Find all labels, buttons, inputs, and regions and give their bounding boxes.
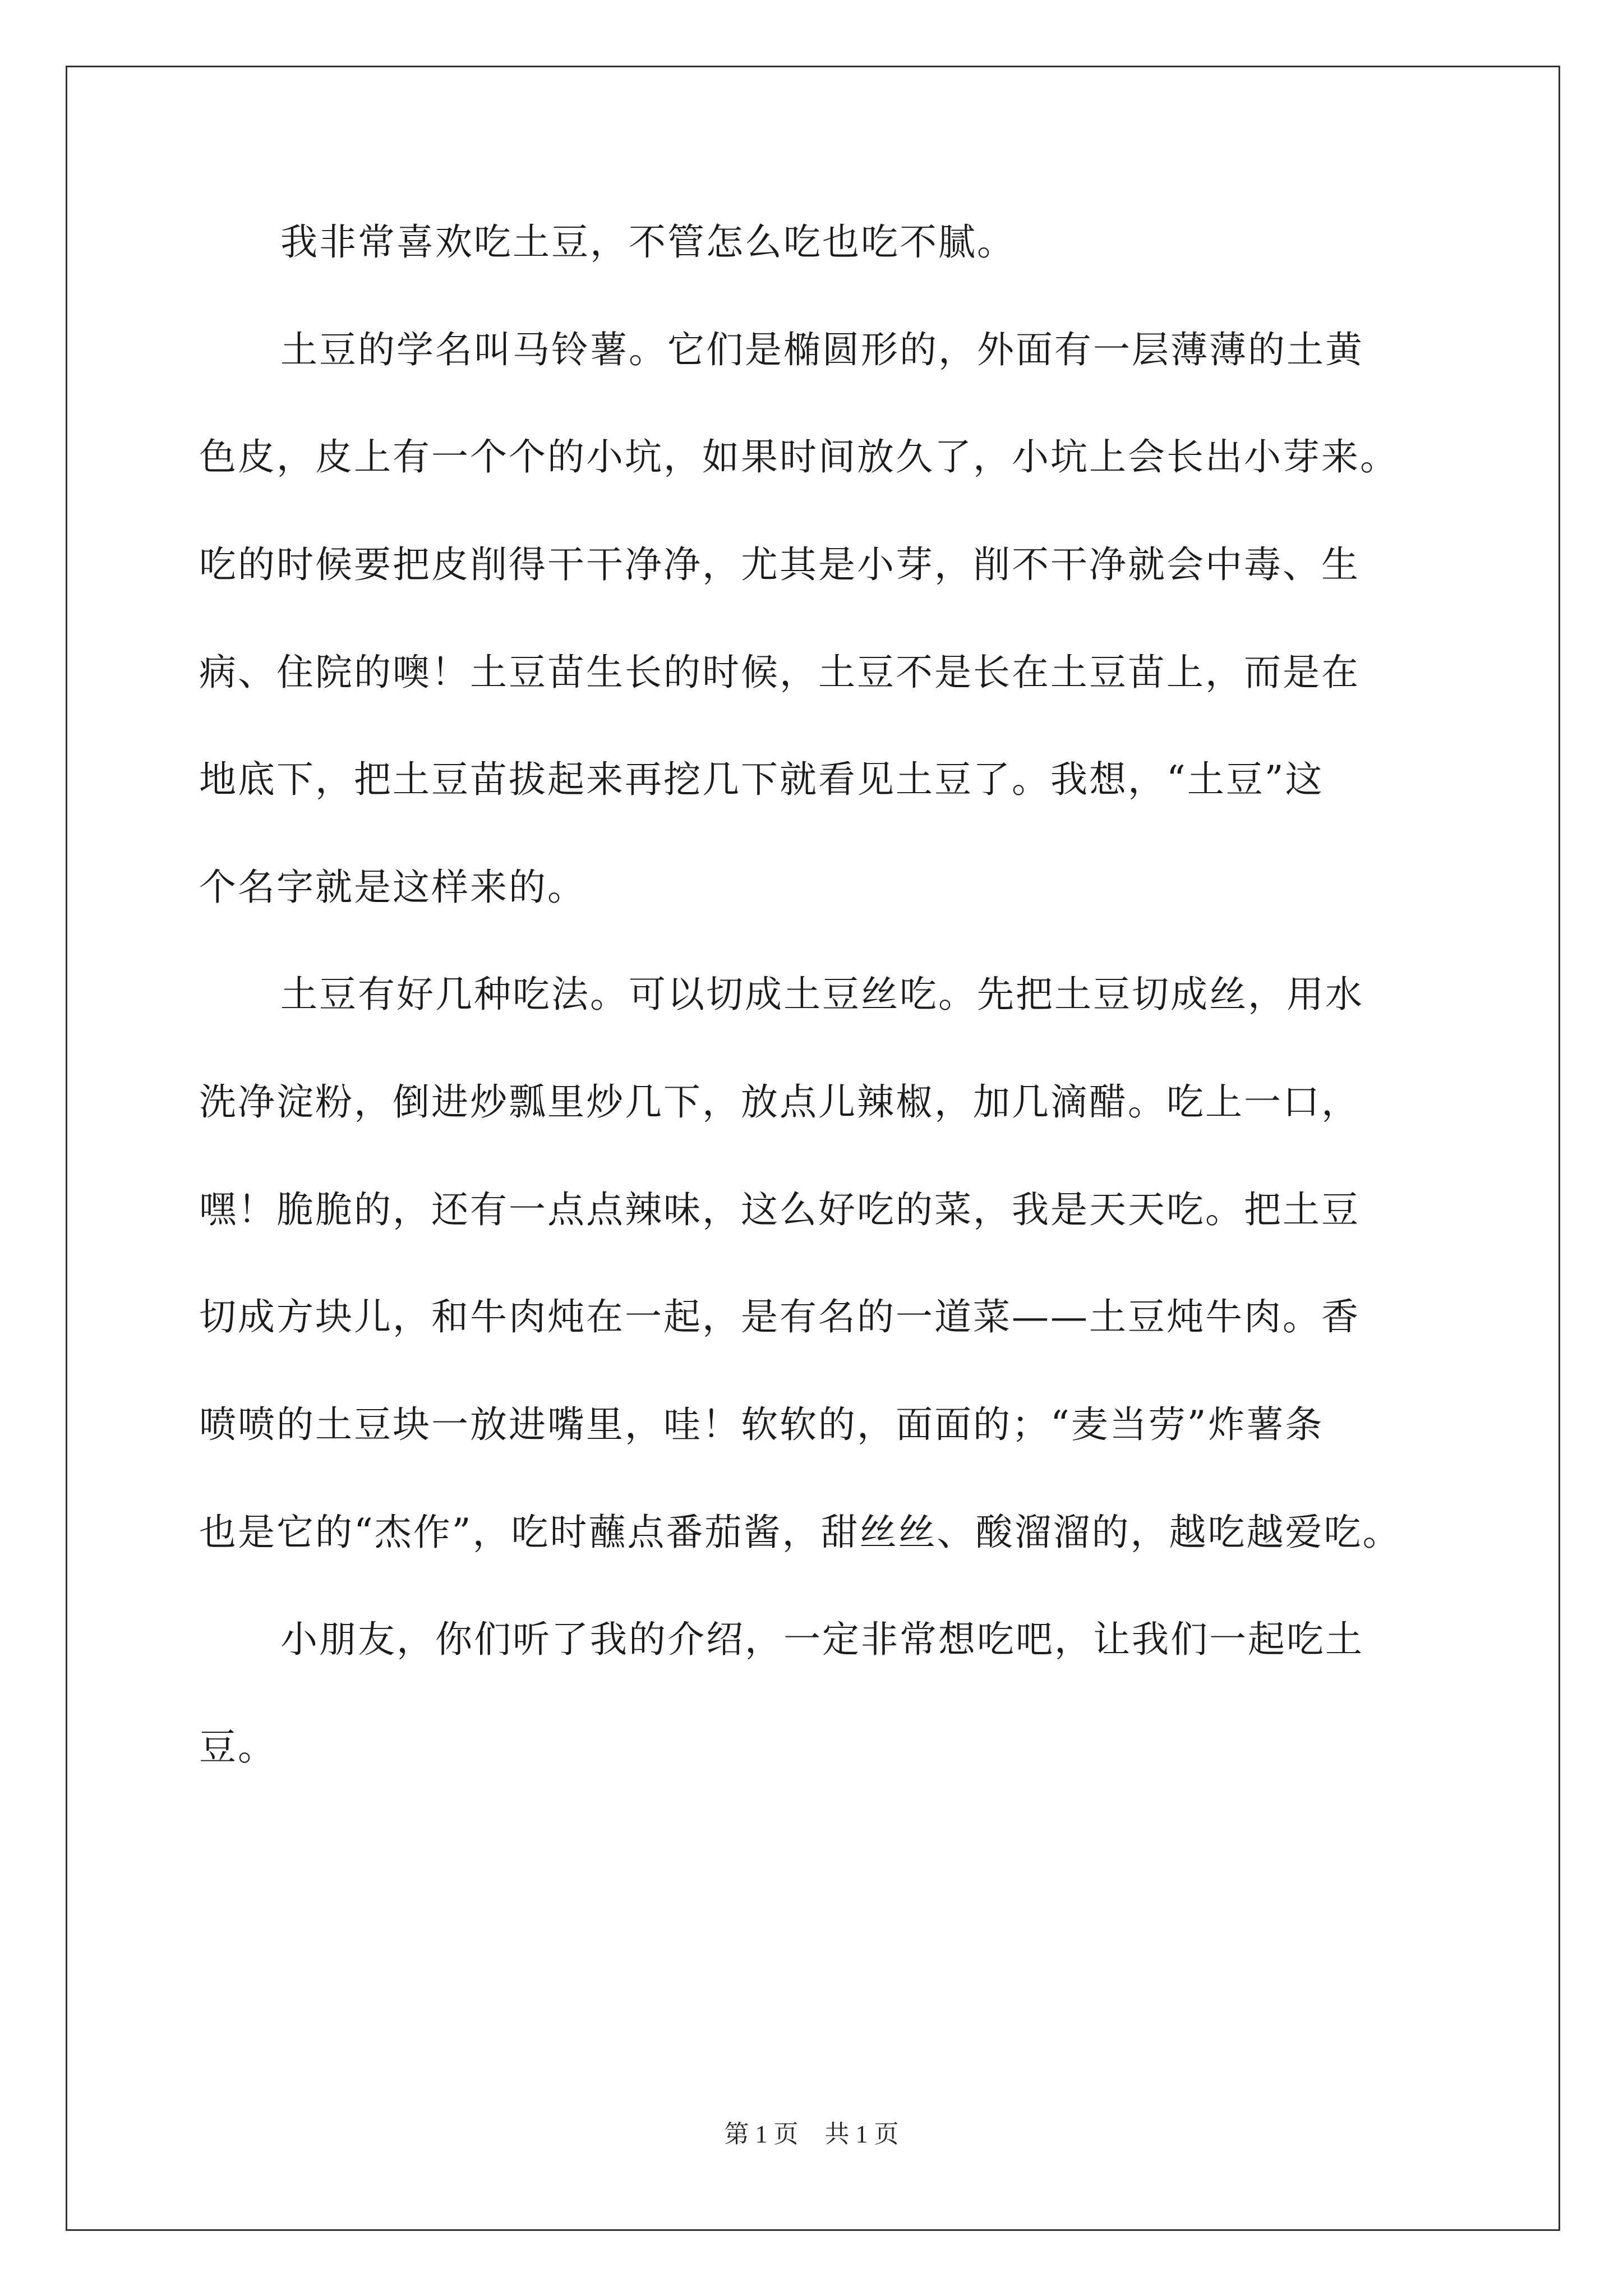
paragraph-line: 个名字就是这样来的。 [199, 866, 586, 909]
page-border [66, 66, 1560, 2231]
paragraph-line: 洗净淀粉，倒进炒瓢里炒几下，放点儿辣椒，加几滴醋。吃上一口， [199, 1080, 1360, 1124]
page-count: 共 1 页 [824, 2120, 899, 2148]
paragraph-line: 喷喷的土豆块一放进嘴里，哇！软软的，面面的；“麦当劳”炸薯条 [199, 1403, 1324, 1446]
paragraph-line: 土豆的学名叫马铃薯。它们是椭圆形的，外面有一层薄薄的土黄 [280, 328, 1364, 371]
paragraph-line: 病、住院的噢！土豆苗生长的时候，土豆不是长在土豆苗上，而是在 [199, 651, 1360, 694]
paragraph-line: 吃的时候要把皮削得干干净净，尤其是小芽，削不干净就会中毒、生 [199, 543, 1360, 586]
paragraph-line: 土豆有好几种吃法。可以切成土豆丝吃。先把土豆切成丝，用水 [280, 973, 1364, 1016]
paragraph-line: 切成方块儿，和牛肉炖在一起，是有名的一道菜——土豆炖牛肉。香 [199, 1295, 1360, 1338]
paragraph-line: 豆。 [199, 1726, 276, 1769]
paragraph-line: 小朋友，你们听了我的介绍，一定非常想吃吧，让我们一起吃土 [280, 1618, 1364, 1661]
paragraph-line: 也是它的“杰作”，吃时蘸点番茄酱，甜丝丝、酸溜溜的，越吃越爱吃。 [199, 1511, 1401, 1554]
paragraph-line: 嘿！脆脆的，还有一点点辣味，这么好吃的菜，我是天天吃。把土豆 [199, 1188, 1360, 1231]
page-number: 第 1 页 [724, 2120, 799, 2148]
paragraph-line: 地底下，把土豆苗拔起来再挖几下就看见土豆了。我想，“土豆”这 [199, 758, 1324, 801]
paragraph-line: 我非常喜欢吃土豆，不管怎么吃也吃不腻。 [280, 220, 1016, 264]
page-footer [0, 2118, 1623, 2151]
paragraph-line: 色皮，皮上有一个个的小坑，如果时间放久了，小坑上会长出小芽来。 [199, 435, 1399, 478]
